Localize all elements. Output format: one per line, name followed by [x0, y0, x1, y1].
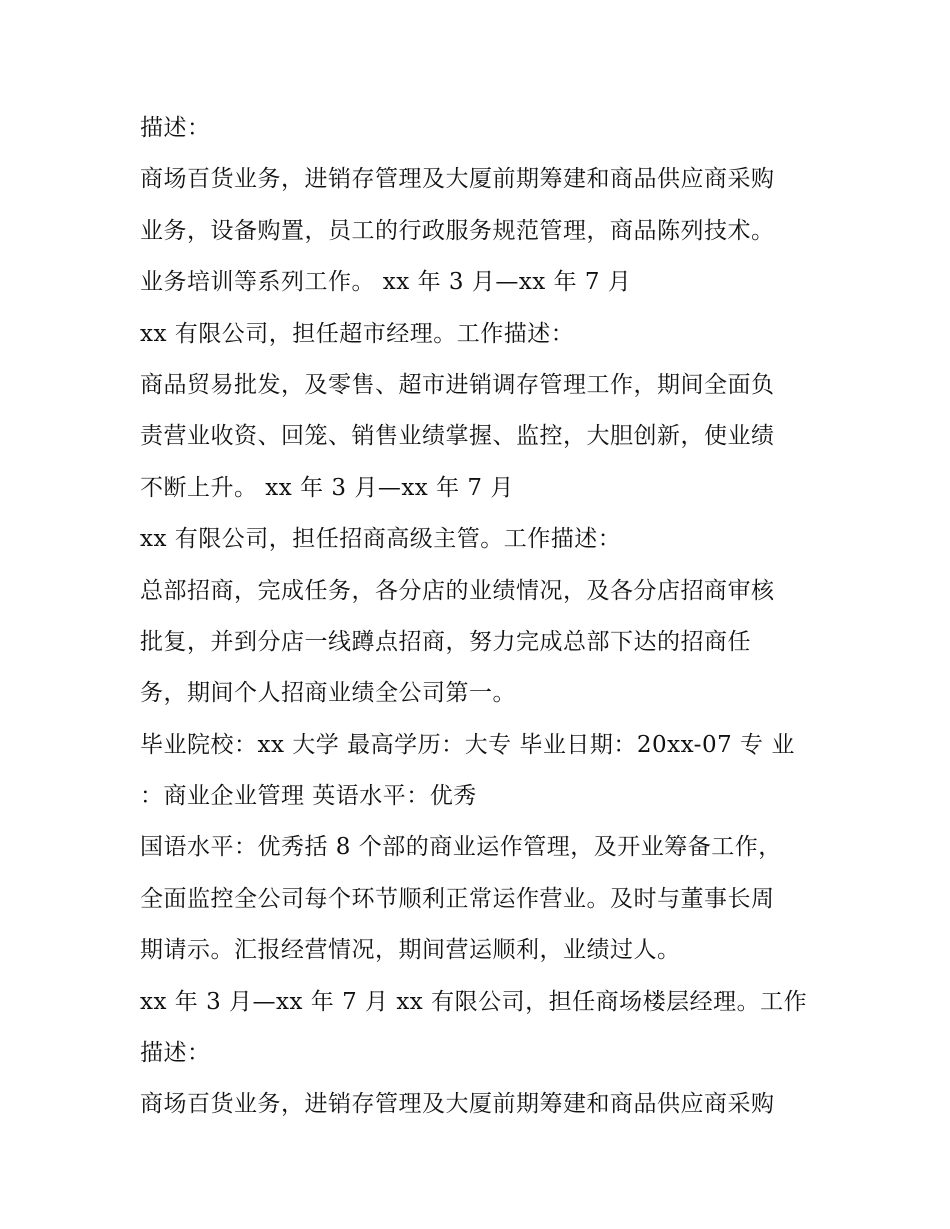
text-line: xx 有限公司，担任超市经理。工作描述： [140, 320, 575, 347]
text-line: 全面监控全公司每个环节顺利正常运作营业。及时与董事长周 [140, 885, 775, 912]
text-line: 毕业院校：xx 大学 最高学历：大专 毕业日期：20xx-07 专 业 [140, 731, 795, 758]
text-line: 批复，并到分店一线蹲点招商，努力完成总部下达的招商任 [140, 628, 751, 655]
text-line: 国语水平：优秀括 8 个部的商业运作管理，及开业筹备工作， [140, 834, 782, 861]
text-line: 描述： [140, 115, 211, 141]
text-line: xx 有限公司，担任招商高级主管。工作描述： [140, 526, 622, 553]
text-line: 商品贸易批发，及零售、超市进销调存管理工作，期间全面负 [140, 371, 775, 398]
document-body [140, 103, 830, 1131]
text-line: xx 年 3 月—xx 年 7 月 xx 有限公司，担任商场楼层经理。工作 [140, 988, 808, 1015]
text-line: 描述： [140, 1040, 211, 1067]
text-line: 商场百货业务，进销存管理及大厦前期筹建和商品供应商采购 [140, 1091, 775, 1118]
text-line: 商场百货业务，进销存管理及大厦前期筹建和商品供应商采购 [140, 166, 775, 193]
text-line: 期请示。汇报经营情况，期间营运顺利，业绩过人。 [140, 937, 681, 964]
text-line: ：商业企业管理 英语水平：优秀 [140, 783, 477, 810]
text-line: 责营业收资、回笼、销售业绩掌握、监控，大胆创新，使业绩 [140, 423, 775, 450]
text-line: 总部招商，完成任务，各分店的业绩情况，及各分店招商审核 [140, 577, 775, 604]
text-line: 业务培训等系列工作。 xx 年 3 月—xx 年 7 月 [140, 269, 632, 296]
text-line: 务，期间个人招商业绩全公司第一。 [140, 680, 516, 707]
text-line: 不断上升。 xx 年 3 月—xx 年 7 月 [140, 474, 514, 501]
text-line: 业务，设备购置，员工的行政服务规范管理，商品陈列技术。 [140, 217, 775, 244]
